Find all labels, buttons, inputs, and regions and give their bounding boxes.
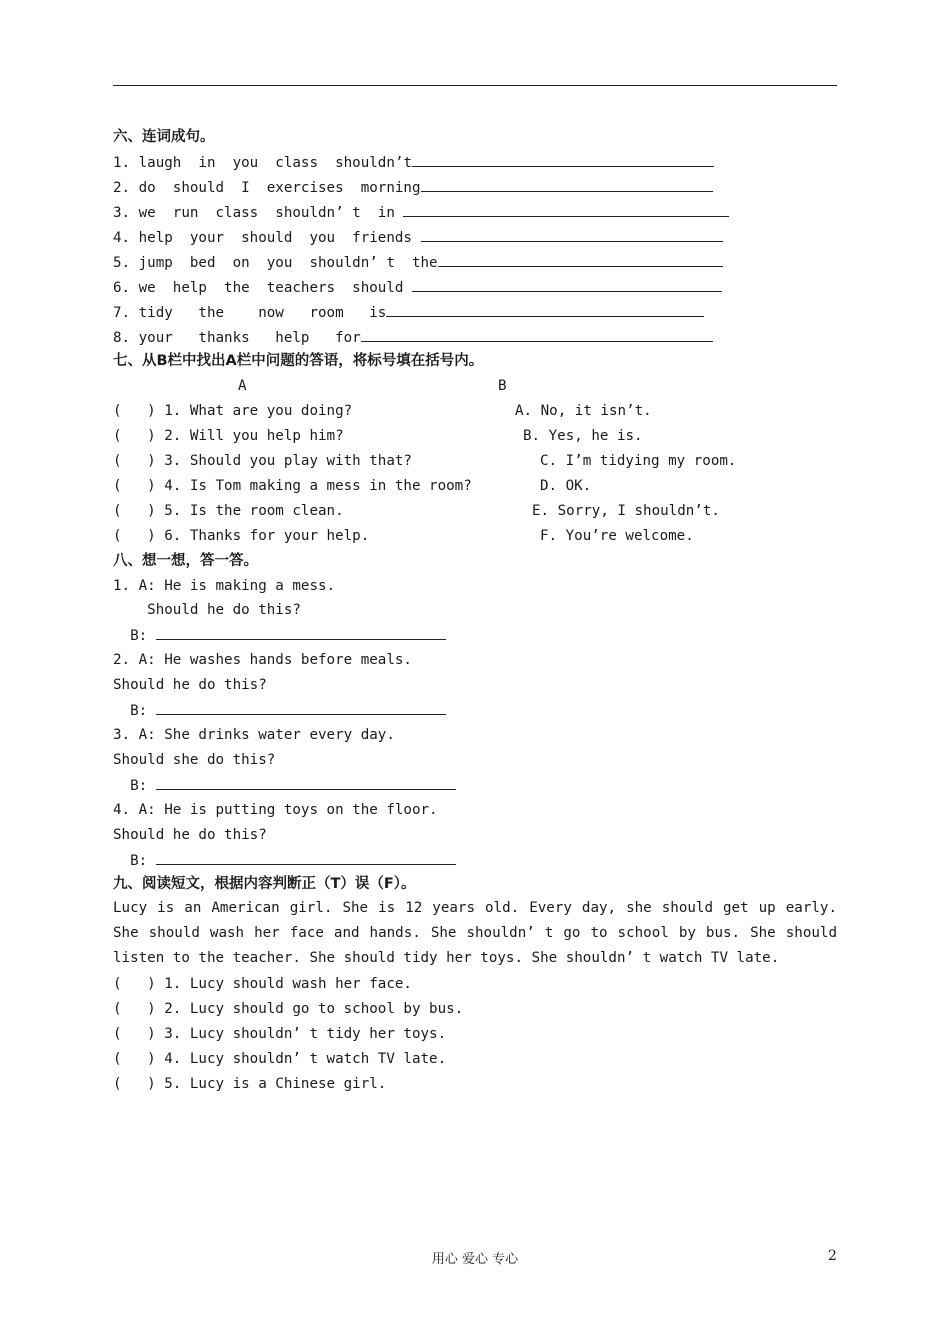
answer-blank[interactable] bbox=[421, 177, 713, 192]
sec6-item-6: 6. we help the teachers should bbox=[113, 277, 722, 298]
answer-blank[interactable] bbox=[438, 252, 723, 267]
sec8-q2-question: Should he do this? bbox=[113, 677, 267, 693]
section-8-title: 八、想一想，答一答。 bbox=[113, 553, 258, 569]
answer-blank[interactable] bbox=[403, 202, 729, 217]
page-number: 2 bbox=[828, 1248, 837, 1264]
tf-item: ( ) 4. Lucy shouldn’ t watch TV late. bbox=[113, 1051, 447, 1067]
sec8-q2-statement: 2. A: He washes hands before meals. bbox=[113, 652, 412, 668]
sec8-q3-question: Should she do this? bbox=[113, 752, 276, 768]
answer-blank[interactable] bbox=[156, 775, 456, 790]
sec8-q3-statement: 3. A: She drinks water every day. bbox=[113, 727, 395, 743]
section-7-title: 七、从B栏中找出A栏中问题的答语，将标号填在括号内。 bbox=[113, 353, 484, 369]
match-answer: D. OK. bbox=[540, 478, 592, 494]
sec8-q2-answer: B: bbox=[113, 700, 446, 721]
match-question: ( ) 6. Thanks for your help. bbox=[113, 528, 370, 544]
match-answer: B. Yes, he is. bbox=[523, 428, 643, 444]
section-6-title: 六、连词成句。 bbox=[113, 129, 215, 145]
tf-item: ( ) 1. Lucy should wash her face. bbox=[113, 976, 412, 992]
match-answer: E. Sorry, I shouldn’t. bbox=[532, 503, 720, 519]
sec6-item-1: 1. laugh in you class shouldn’t bbox=[113, 152, 714, 173]
answer-blank[interactable] bbox=[386, 302, 704, 317]
match-question: ( ) 4. Is Tom making a mess in the room? bbox=[113, 478, 472, 494]
tf-item: ( ) 5. Lucy is a Chinese girl. bbox=[113, 1076, 387, 1092]
sec6-item-5: 5. jump bed on you shouldn’ t the bbox=[113, 252, 723, 273]
sec6-item-3: 3. we run class shouldn’ t in bbox=[113, 202, 729, 223]
sec8-q3-answer: B: bbox=[113, 775, 456, 796]
match-answer: A. No, it isn’t. bbox=[515, 403, 652, 419]
sec8-q1-answer: B: bbox=[113, 625, 446, 646]
footer-text: 用心 爱心 专心 bbox=[431, 1252, 519, 1267]
tf-item: ( ) 3. Lucy shouldn’ t tidy her toys. bbox=[113, 1026, 447, 1042]
header-rule bbox=[113, 85, 837, 86]
match-answer: F. You’re welcome. bbox=[540, 528, 694, 544]
answer-blank[interactable] bbox=[361, 327, 713, 342]
sec8-q1-question: Should he do this? bbox=[113, 602, 301, 618]
match-question: ( ) 5. Is the room clean. bbox=[113, 503, 344, 519]
match-question: ( ) 3. Should you play with that? bbox=[113, 453, 412, 469]
answer-blank[interactable] bbox=[412, 277, 722, 292]
sec6-item-7: 7. tidy the now room is bbox=[113, 302, 704, 323]
answer-blank[interactable] bbox=[156, 850, 456, 865]
answer-blank[interactable] bbox=[156, 700, 446, 715]
sec8-q1-statement: 1. A: He is making a mess. bbox=[113, 578, 336, 594]
sec6-item-2: 2. do should I exercises morning bbox=[113, 177, 713, 198]
sec8-q4-answer: B: bbox=[113, 850, 456, 871]
answer-blank[interactable] bbox=[156, 625, 446, 640]
column-b-header: B bbox=[498, 378, 507, 394]
answer-blank[interactable] bbox=[421, 227, 723, 242]
sec6-item-4: 4. help your should you friends bbox=[113, 227, 723, 248]
section-9-title: 九、阅读短文，根据内容判断正（T）误（F）。 bbox=[113, 876, 416, 892]
match-question: ( ) 2. Will you help him? bbox=[113, 428, 344, 444]
sec8-q4-statement: 4. A: He is putting toys on the floor. bbox=[113, 802, 438, 818]
reading-passage: Lucy is an American girl. She is 12 years old. Every day, she should get up early. She should wash her face and hands. She shouldn’ t go to school by bus. She should listen to the teacher. She should tidy her toys. She shouldn’ t watch TV late. bbox=[113, 900, 837, 966]
sec8-q4-question: Should he do this? bbox=[113, 827, 267, 843]
sec6-item-8: 8. your thanks help for bbox=[113, 327, 713, 348]
column-a-header: A bbox=[238, 378, 247, 394]
match-question: ( ) 1. What are you doing? bbox=[113, 403, 353, 419]
tf-item: ( ) 2. Lucy should go to school by bus. bbox=[113, 1001, 464, 1017]
answer-blank[interactable] bbox=[412, 152, 714, 167]
match-answer: C. I’m tidying my room. bbox=[540, 453, 737, 469]
